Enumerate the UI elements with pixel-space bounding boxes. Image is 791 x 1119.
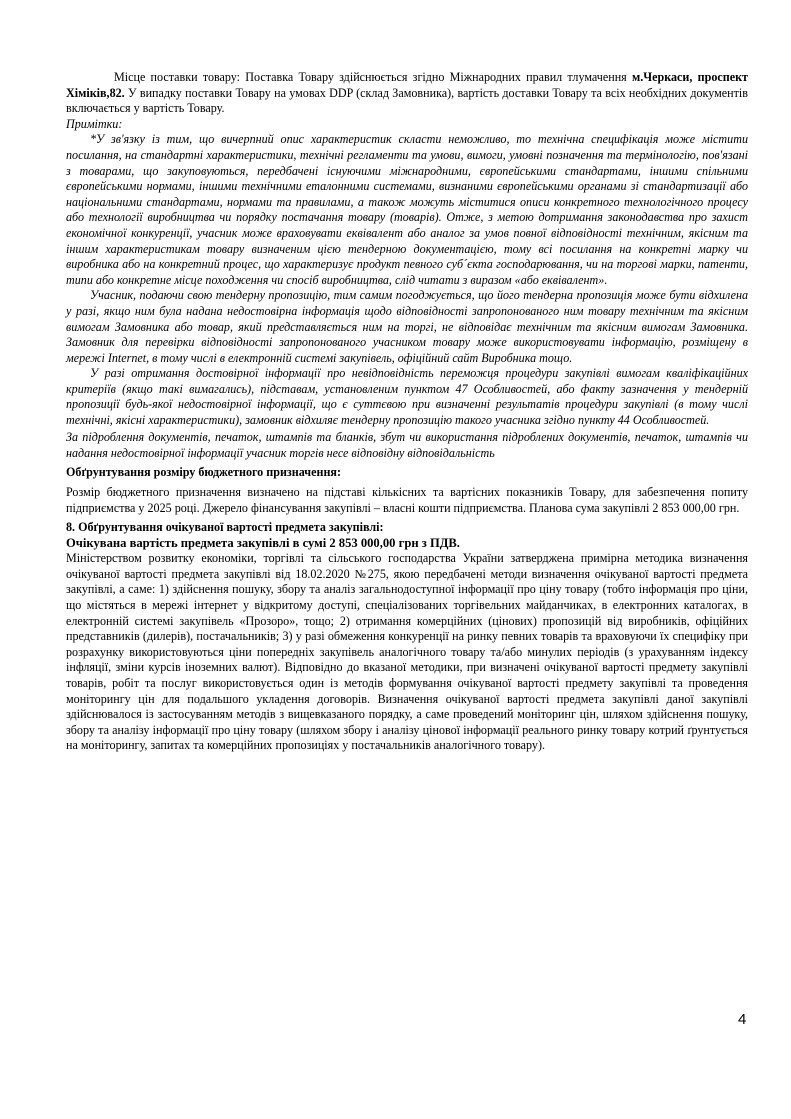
section-8-text: Міністерством розвитку економіки, торгівлі та сільського господарства України затверджена примірна методика визначення очікуваної вартості предмета закупівлі від 18.02.2020 №275, якою передбачені методи визначення очікуваної вартості предмета закупівлі, а саме: 1) здійснення пошуку, збору та аналіз загальнодоступної інформації про ціну товару (тобто інформація про ціни, що містяться в мережі інтернет у відкритому доступі, спеціалізованих торгівельних майданчиках, в електронних каталогах, в електронній системі закупівель «Прозоро», тощо; 2) отримання комерційних (цінових) пропозицій від виробників, офіційних представників (дилерів), постачальників; 3) у разі обмеження конкуренції на ринку певних товарів та враховуючи їх специфіку при розрахунку використовуються ціни попередніх закупівель аналогічного товару та/або минулих періодів (з урахуванням індексу інфляції, зміни курсів іноземних валют). Відповідно до вказаної методики, при визначені очікуваної вартості предмету закупівлі товарів, робіт та послуг використовується один із методів формування очікуваної вартості предмету закупівлі та проведення моніторингу цін для подальшого укладення договорів. Визначення очікуваної вартості предмета закупівлі даної закупівлі здійснювалося із застосуванням методів з вищевказаного порядку, а саме проведений моніторинг цін, шляхом здійснення пошуку, збору та аналізу інформації про ціну товару (шляхом збору і аналізу цінової інформації реального ринку товару котрий ґрунтується на моніторингу, запитах та комерційних пропозиціях у постачальників аналогічного товару). [66, 551, 748, 753]
notes-paragraph-2: Учасник, подаючи свою тендерну пропозицію, тим самим погоджується, що його тендерна пропозиція може бути відхилена у разі, якщо ним була надана недостовірна інформація щодо відповідності запропонованого ним товару технічним та якісним вимогам Замовника або товар, який представляється ним на торгі, не відповідає технічним та якісним вимогам Замовника. Замовник для перевірки відповідності запропонованого учасником товару може використовувати інформацію, розміщену в мережі Internet, в тому числі в електронній системі закупівель, офіційний сайт Виробника тощо. [66, 288, 748, 365]
delivery-text: Місце поставки товару: Поставка Товару здійснюється згідно Міжнародних правил тлумачення [114, 70, 632, 84]
section-8-heading: 8. Обґрунтування очікуваної вартості предмета закупівлі: [66, 520, 384, 535]
notes-paragraph-1: *У зв'язку із тим, що вичерпний опис характеристик скласти неможливо, то технічна специфікація може містити посилання, на стандартні характеристики, технічні регламенти та умови, вимоги, умовні позначення та термінологію, пов'язані з товарами, що закуповуються, передбачені існуючими міжнародними, європейськими стандартами, іншими спільними європейськими нормами, іншими технічними еталонними системами, визнаними європейськими органами зі стандартизації або національними стандартами, нормами та правилами, а також можуть міститися описи конкретного технологічного процесу або технології виробництва чи порядку постачання товару (товарів). Отже, з метою дотримання законодавства про захист економічної конкуренції, учасник може враховувати еквівалент або аналог за умов повної відповідності технічним, якісним та іншим характеристикам товару визначеним цією тендерною документацією, тому всі посилання на конкретні марку чи виробника або на конкретний процес, що характеризує продукт певного суб´єкта господарювання, чи на торгові марки, патенти, типи або конкретне місце походження чи спосіб виробництва, слід читати з виразом «або еквівалент». [66, 132, 748, 287]
budget-heading: Обґрунтування розміру бюджетного призначення: [66, 465, 342, 480]
delivery-address: м.Черкаси, проспект Хіміків,82. [66, 70, 748, 100]
delivery-paragraph [66, 70, 748, 117]
budget-text: Розмір бюджетного призначення визначено на підставі кількісних та вартісних показників Товару, для забезпечення попиту підприємства у 2025 році. Джерело фінансування закупівлі – власні кошти підприємства. Планова сума закупівлі 2 853 000,00 грн. [66, 484, 748, 515]
section-8-subheading: Очікувана вартість предмета закупівлі в сумі 2 853 000,00 грн з ПДВ. [66, 535, 460, 550]
notes-paragraph-3: У разі отримання достовірної інформації про невідповідність переможця процедури закупівлі вимогам кваліфікаційних критеріїв (якщо такі вимагались), підставам, установленим пунктом 47 Особливостей, або факту зазначення у тендерній пропозиції будь-якої недостовірної інформації, що є суттєвою при визначенні результатів процедури закупівлі (в тому числі технічні, якісні характеристики), замовник відхиляє тендерну пропозицію такого учасника згідно пункту 44 Особливостей. [66, 366, 748, 428]
notes-paragraph-4: За підроблення документів, печаток, штампів та бланків, збут чи використання підроблених документів, печаток, штампів чи надання недостовірної інформації учасник торгів несе відповідну відповідальність [66, 429, 748, 460]
notes-heading: Примітки: [66, 116, 123, 131]
page-number: 4 [738, 1011, 747, 1028]
document-page [66, 70, 748, 754]
delivery-text-2: У випадку поставки Товару на умовах DDP (склад Замовника), вартість доставки Товару та всіх необхідних документів включається у вартість Товару. [66, 85, 748, 116]
